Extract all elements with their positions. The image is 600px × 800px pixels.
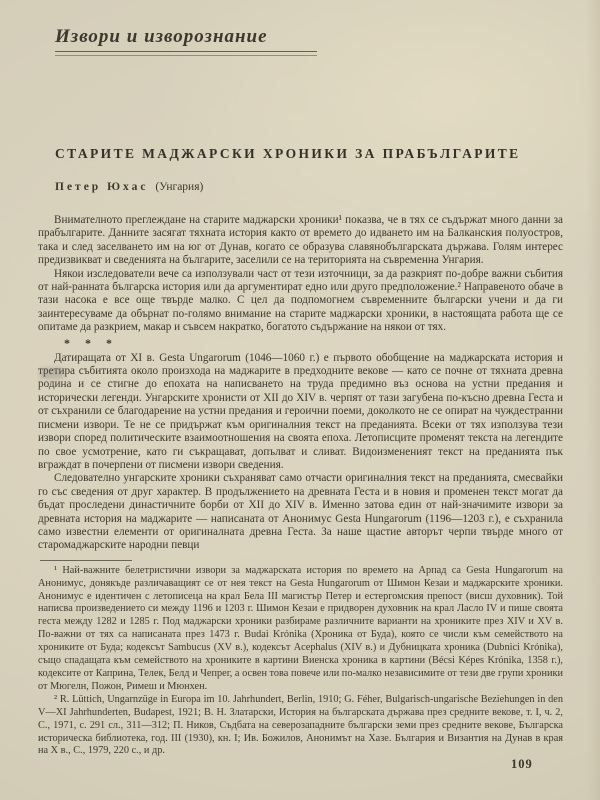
article-title: СТАРИТЕ МАДЖАРСКИ ХРОНИКИ ЗА ПРАБЪЛГАРИТЕ [55,146,521,161]
asterisk-separator: * * * [64,335,118,350]
section-header-underline [55,51,317,56]
footnotes-block [38,565,563,759]
body-paragraph: Датиращата от XI в. Gesta Ungarorum (1046—1060 г.) е първото обобщение на маджарската история и третира събитията около произхода на маджарите в предходните векове — като се почне от тяхната древна родина и се стигне до епохата на написването на труда предимно въз основа на устни предания и исторически легенди. Унгарските хронисти от XII до XIV в. черпят от тази загубена по-късно древна Геста и от съхранили се благодарение на устни предания и героични поеми, доколкото не се опират на чуждестранни писмени извори. Те не се придържат към оригиналния текст на преданията. Всеки от тях използува тези извори според политическите взаимоотношения на своята епоха. Летописците променят текста на легендите по свое усмотрение, като ги съкращават, допълват и сливат. Видоизмененият текст на преданията пък вграждат в почерпени от писмени извори сведения. [38,351,563,471]
section-header [55,26,317,56]
body-paragraph: Някои изследователи вече са използували част от тези източници, за да разкрият по-добре важни събития от най-ранната българска история или да аргументират едно или друго предположение.² Направеното обаче в тази насока е все още твърде малко. С цел да подпомогнем съвременните български учени и да ги заинтересуваме да обърнат по-голямо внимание на старите маджарски хроники, в настоящата работа ще се опитаме да разкрием, макар и съвсем накратко, богатото съдържание на някои от тях. [38,267,563,334]
article-body [38,214,563,758]
footnote: ² R. Lüttich, Ungarnzüge in Europa im 10. Jahrhundert, Berlin, 1910; G. Féher, Bulgarisch-ungarische Beziehungen in den V—XI Jahrhunderten, Budapest, 1921; В. Н. Златарски, История на българската държава през средните векове, т. I, ч. 2, С., 1971, с. 291 сл., 311—312; П. Ников, Съдбата на северозападните български земи през средните векове, Българска историческа библиотека, год. III (1930), кн. I; Ив. Божилов, Анонимът на Хазе. България и Византия на Дунав в края на X в., С., 1979, 220 с., и др. [38,693,563,757]
footnote: ¹ Най-важните белетристични извори за маджарската история по времето на Арпад са Gesta Hungarorum на Анонимус, донякъде различаващият се от нея текст на Gesta Hungarorum от Шимон Кезаи и маджарските хроники. Анонимус е идентичен с летописеца на крал Бела III магистър Петер и естергомския препост (висш духовник). Той написва произведението си между 1196 и 1203 г. Шимон Кезаи е придворен духовник на крал Ласло IV и пише своята геста между 1282 и 1285 г. Под маджарски хроники разбираме различните варианти на хрониките през XIV и XV в. По-важни от тях са написаната през 1473 г. Budai Krónika (Хроника от Буда), която се числи към семейството на хрониките от Буда; кодексът Sambucus (XV в.), кодексът Acephalus (XIV в.) и Дубницката хроника (Dubnici Krónika), също спадащата към семейството на хрониките в картини Виенска хроника в картини (Bécsi Képes Krónika, 1358 г.), кодексите от Каприна, Телек, Белд и Чепрег, а освен това повече или по-малко независимите от тези две групи хроники от Мюгелн, Пожон, Римеш и Мюнхен. [38,564,563,692]
body-paragraph: Внимателното преглеждане на старите маджарски хроники¹ показва, че в тях се съдържат много данни за прабългарите. Данните засягат тяхната история както от времето до идването им на Балканския полуостров, така и след заселването им на юг от Дунав, когато се образува славянобългарската държава. Голям интерес предизвикват и сведенията на българите, заселили се на територията на съвременна Унгария. [38,214,563,267]
body-paragraph: Следователно унгарските хроники съхраняват само отчасти оригиналния текст на преданията, смесвайки го със сведения от друг характер. В продължението на древната Геста и в новия и променен текст могат да бъдат проследени династичните борби от XII до XIV в. Именно затова един от най-значимите извори за древната история на маджарите — написаната от Анонимус Gesta Hungarorum (1196—1203 г.), е съхранила само известни елементи от оригиналната древна Геста. За наше щастие авторът черпи твърде много от старомаджарските народни певци [38,472,563,552]
footnote-divider [40,560,132,561]
author-line [55,181,203,193]
scan-edge-stain [586,0,600,800]
author-name: Петер Юхас [55,181,149,193]
section-header-text: Извори и изворознание [55,26,268,47]
page-number: 109 [511,757,533,771]
ink-smudge [40,368,64,379]
author-country: (Унгария) [155,181,204,193]
